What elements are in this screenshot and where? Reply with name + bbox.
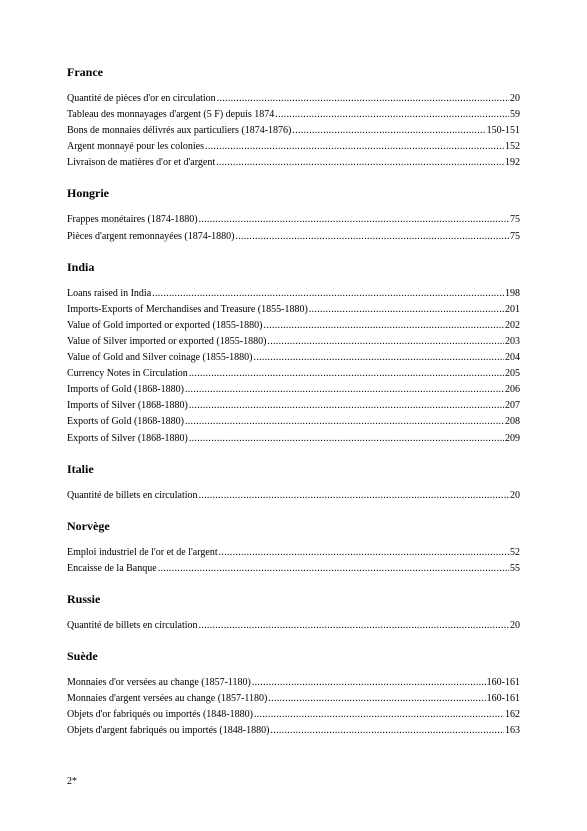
toc-entry [67,414,520,430]
entry-list [67,212,520,244]
dot-leader [292,123,485,139]
dot-leader [199,212,509,228]
entry-page-number: 203 [505,335,520,347]
dot-leader [275,107,509,123]
section-hongrie [67,185,520,244]
toc-entry [67,366,520,382]
entry-page-number: 206 [505,384,520,396]
toc-entry [67,318,520,334]
entry-label: Livraison de matières d'or et d'argent [67,157,216,169]
entry-label: Encaisse de la Banque [67,562,157,574]
entry-label: Quantité de billets en circulation [67,489,198,501]
entry-list [67,675,520,739]
entry-page-number: 201 [505,303,520,315]
dot-leader [199,618,509,634]
entry-page-number: 207 [505,400,520,412]
toc-entry [67,229,520,245]
dot-leader [189,366,504,382]
entry-label: Argent monnayé pour les colonies [67,141,205,153]
dot-leader [189,431,504,447]
entry-label: Bons de monnaies délivrés aux particuliers (1874-1876) [67,125,292,137]
toc-entry [67,302,520,318]
section-italie [67,461,520,504]
dot-leader [268,691,485,707]
entry-label: Loans raised in India [67,287,152,299]
entry-list [67,488,520,504]
entry-label: Imports of Gold (1868-1880) [67,384,184,396]
section-france [67,64,520,171]
entry-label: Monnaies d'argent versées au change (1857-1180) [67,693,268,705]
toc-entry [67,382,520,398]
entry-label: Currency Notes in Circulation [67,368,188,380]
toc-entry [67,561,520,577]
entry-label: Quantité de pièces d'or en circulation [67,93,216,104]
section-norvege [67,518,520,577]
dot-leader [235,229,509,245]
entry-list [67,545,520,577]
dot-leader [270,723,504,739]
entry-label: Objets d'or fabriqués ou importés (1848-1880) [67,709,253,721]
entry-page-number: 20 [510,489,520,501]
entry-label: Imports of Silver (1868-1880) [67,400,188,412]
dot-leader [267,334,504,350]
dot-leader [185,382,504,398]
toc-entry [67,350,520,366]
entry-label: Exports of Silver (1868-1880) [67,432,188,444]
toc-entry [67,155,520,171]
section-title: Suède [67,648,98,663]
entry-page-number: 20 [510,93,520,104]
dot-leader [205,139,504,155]
dot-leader [158,561,509,577]
section-title: India [67,259,95,274]
dot-leader [219,545,509,561]
toc-entry [67,707,520,723]
dot-leader [254,707,504,723]
entry-page-number: 163 [505,725,520,737]
entry-label: Pièces d'argent remonnayées (1874-1880) [67,230,235,242]
entry-page-number: 205 [505,368,520,380]
dot-leader [264,318,504,334]
entry-page-number: 75 [510,230,520,242]
toc-entry [67,545,520,561]
toc-entry [67,398,520,414]
entry-label: Tableau des monnayages d'argent (5 F) depuis 1874 [67,109,275,121]
entry-page-number: 152 [505,141,520,153]
entry-list [67,286,520,447]
entry-page-number: 209 [505,432,520,444]
toc-entry [67,618,520,634]
dot-leader [252,675,486,691]
toc-entry [67,723,520,739]
toc-entry [67,212,520,228]
entry-label: Frappes monétaires (1874-1880) [67,214,198,226]
entry-page-number: 192 [505,157,520,169]
entry-page-number: 52 [510,546,520,558]
entry-page-number: 208 [505,416,520,428]
entry-label: Quantité de billets en circulation [67,619,198,631]
entry-page-number: 59 [510,109,520,121]
toc-entry [67,334,520,350]
section-title: France [67,65,103,79]
toc-entry [67,675,520,691]
toc-entry [67,488,520,504]
entry-page-number: 160-161 [486,693,520,705]
section-russie [67,591,520,634]
entry-page-number: 204 [505,352,520,364]
entry-label: Value of Silver imported or exported (1855-1880) [67,335,267,347]
entry-page-number: 160-161 [486,676,520,688]
dot-leader [189,398,504,414]
entry-label: Objets d'argent fabriqués ou importés (1848-1880) [67,725,270,737]
dot-leader [199,488,509,504]
section-india [67,259,520,447]
entry-page-number: 198 [505,287,520,299]
entry-label: Emploi industriel de l'or et de l'argent [67,546,218,558]
toc-entry [67,123,520,139]
section-title: Hongrie [67,186,109,201]
entry-label: Imports-Exports of Merchandises and Treasure (1855-1880) [67,303,308,315]
toc-entry [67,139,520,155]
entry-page-number: 20 [510,619,520,631]
dot-leader [152,286,504,302]
dot-leader [217,91,509,107]
signature-mark: 2* [67,776,77,787]
dot-leader [309,302,504,318]
entry-label: Exports of Gold (1868-1880) [67,416,184,428]
section-title: Norvège [67,518,110,533]
toc-entry [67,691,520,707]
entry-label: Monnaies d'or versées au change (1857-1180) [67,676,251,688]
dot-leader [185,414,504,430]
entry-page-number: 162 [505,709,520,721]
table-of-contents [67,64,520,753]
entry-page-number: 55 [510,562,520,574]
entry-label: Value of Gold and Silver coinage (1855-1880) [67,352,253,364]
entry-label: Value of Gold imported or exported (1855-1880) [67,319,263,331]
toc-entry [67,286,520,302]
toc-entry [67,431,520,447]
entry-page-number: 150-151 [486,125,520,137]
toc-entry [67,91,520,107]
section-suede [67,648,520,739]
dot-leader [254,350,504,366]
section-title: Italie [67,461,94,476]
dot-leader [216,155,504,171]
section-title: Russie [67,591,101,606]
entry-page-number: 202 [505,319,520,331]
entry-list [67,91,520,171]
entry-page-number: 75 [510,214,520,226]
entry-list [67,618,520,634]
toc-entry [67,107,520,123]
